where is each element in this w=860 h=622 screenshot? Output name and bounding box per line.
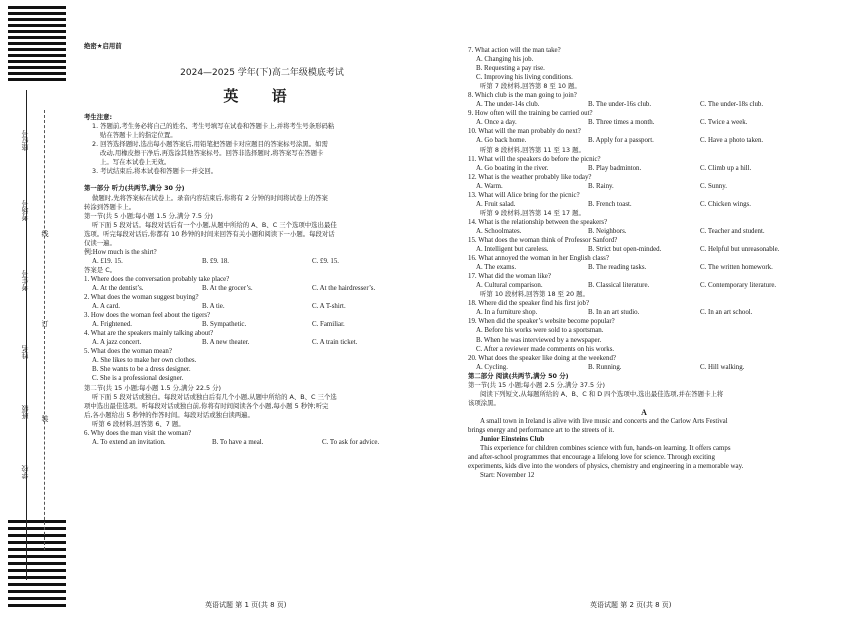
note-line: 1. 答题前,考生务必将自己的姓名、考生号填写在试卷和答题卡上,并将考生号条形码粘 <box>92 122 335 131</box>
option: B. Requesting a pay rise. <box>476 65 545 73</box>
option: B. At the grocer’s. <box>202 284 253 292</box>
question-options <box>468 308 820 317</box>
section1-intro: 选项。听完每段对话后,你都有 10 秒钟的时间来回答有关小题和阅读下一小题。每段对话 <box>84 229 335 238</box>
option: A. A card. <box>92 303 120 311</box>
question-options <box>468 200 820 209</box>
option: A. Cycling. <box>476 363 508 371</box>
page-footer-2: 英语试题 第 2 页(共 8 页) <box>590 601 672 609</box>
secret-label: 绝密★启用前 <box>84 42 122 50</box>
option: B. Strict but open-minded. <box>588 246 662 254</box>
question: 12. What is the weather probably like today? <box>468 173 592 181</box>
part1-heading: 第一部分 听力(共两节,满分 30 分) <box>84 184 185 193</box>
cut-line <box>44 110 45 550</box>
binding-margin <box>0 0 80 622</box>
passage-line: This experience for children combines science with fun, hands-on learning. It offers camps <box>480 445 731 453</box>
option: C. Twice a week. <box>700 119 748 127</box>
part1-intro: 做题时,先将答案标在试卷上。录音内容结束后,你将有 2 分钟的时间将试卷上的答案 <box>92 193 328 202</box>
option: A. Changing his job. <box>476 56 534 64</box>
question: 18. Where did the speaker find his first job? <box>468 300 589 308</box>
question: 20. What does the speaker like doing at the weekend? <box>468 354 616 362</box>
question: 4. What are the speakers mainly talking about? <box>84 330 214 338</box>
binding-bar <box>8 576 66 579</box>
option: A. Fruit salad. <box>476 200 516 208</box>
option: B. French toast. <box>588 200 632 208</box>
binding-bar <box>8 527 66 530</box>
question-options <box>468 136 820 145</box>
binding-bar <box>8 534 66 537</box>
binding-line <box>26 90 27 580</box>
option: A. Go back home. <box>476 137 527 145</box>
option: B. Neighbors. <box>588 227 627 235</box>
option: A. Cultural comparison. <box>476 282 543 290</box>
question: 15. What does the woman think of Professor Sanford? <box>468 236 618 244</box>
section2-intro: 听下面 5 段对话或独白。每段对话或独白后有几个小题,从题中所给的 A、B、C 三个选 <box>92 392 337 401</box>
binding-bar <box>8 604 66 607</box>
name-label: 姓名 <box>21 345 29 359</box>
option: B. The reading tasks. <box>588 264 647 272</box>
option: C. Contemporary literature. <box>700 282 777 290</box>
option: A. Schoolmates. <box>476 227 522 235</box>
page-footer-1: 英语试题 第 1 页(共 8 页) <box>205 601 287 609</box>
seat-number-label: 座位号 <box>21 130 29 151</box>
question-options <box>468 182 820 191</box>
question: 17. What did the woman like? <box>468 273 551 281</box>
binding-bar <box>8 12 66 15</box>
binding-bar <box>8 541 66 544</box>
option: C. Hill walking. <box>700 363 745 371</box>
option: A. In a furniture shop. <box>476 309 538 317</box>
note-line: 3. 考试结束后,将本试卷和答题卡一并交回。 <box>92 167 218 176</box>
option: C. Familiar. <box>312 321 345 329</box>
option: B. £9. 18. <box>202 257 229 265</box>
material-instruction: 听第 9 段材料,回答第 14 至 17 题。 <box>480 208 585 217</box>
option: C. £9. 15. <box>312 257 339 265</box>
question: 11. What will the speakers do before the picnic? <box>468 155 601 163</box>
question-options <box>468 118 820 127</box>
option: B. Apply for a passport. <box>588 137 654 145</box>
option: B. Running. <box>588 363 622 371</box>
question-options <box>468 363 820 372</box>
question: 9. How often will the training be carried out? <box>468 110 593 118</box>
section2-heading: 第二节(共 15 小题;每小题 1.5 分,满分 22.5 分) <box>84 383 221 392</box>
option: C. In an art school. <box>700 309 753 317</box>
question: 16. What annoyed the woman in her English class? <box>468 255 609 263</box>
binding-bar <box>8 60 66 63</box>
note-line: 2. 回答选择题时,选出每小题答案后,用铅笔把答题卡对应题目的答案标号涂黑。如需 <box>92 140 328 149</box>
passage-letter: A <box>641 407 647 417</box>
option: B. Classical literature. <box>588 282 650 290</box>
section2-intro: 后,各小题给出 5 秒钟的作答时间。每段对话或独白读两遍。 <box>84 410 254 419</box>
option: A. To extend an invitation. <box>92 438 166 446</box>
binding-bar <box>8 583 66 586</box>
exam-title: 2024—2025 学年(下)高二年级模底考试 <box>180 68 344 79</box>
part1-intro: 转涂到答题卡上。 <box>84 202 136 211</box>
note-line: 改动,用橡皮擦干净后,再选涂其他答案标号。回答非选择题时,将答案写在答题卡 <box>100 149 324 158</box>
option: A. Once a day. <box>476 119 517 127</box>
example-question: 例:How much is the shirt? <box>84 248 157 256</box>
section1-intro: 仅读一遍。 <box>84 238 116 247</box>
option: B. A tie. <box>202 303 225 311</box>
page-1-column <box>84 42 440 447</box>
material-instruction: 听第 7 段材料,回答第 8 至 10 题。 <box>480 82 581 91</box>
binding-bar <box>8 590 66 593</box>
question: 7. What action will the man take? <box>468 47 561 54</box>
question: 2. What does the woman suggest buying? <box>84 294 199 302</box>
option: C. Improving his living conditions. <box>476 74 573 82</box>
binding-bar <box>8 548 66 551</box>
question-options <box>84 438 440 447</box>
question: 13. What will Alice bring for the picnic? <box>468 191 580 199</box>
part2-heading: 第二部分 阅读(共两节,满分 50 分) <box>468 371 569 380</box>
binding-bar <box>8 6 66 9</box>
binding-bar <box>8 54 66 57</box>
option: C. The written homework. <box>700 264 773 272</box>
question-options <box>468 281 820 290</box>
part2-intro: 阅读下列短文,从每题所给的 A、B、C 和 D 四个选项中,选出最佳选项,并在答题卡上将 <box>480 389 724 398</box>
option: A. £19. 15. <box>92 257 123 265</box>
question-options <box>468 227 820 236</box>
question-options <box>468 245 820 254</box>
option: A. Warm. <box>476 182 503 190</box>
material-instruction: 听第 8 段材料,回答第 11 至 13 题。 <box>480 145 585 154</box>
option: A. The exams. <box>476 264 517 272</box>
example-options <box>84 257 440 266</box>
option: C. To ask for advice. <box>322 438 380 446</box>
option: B. When he was interviewed by a newspaper. <box>476 336 602 344</box>
option: C. Teacher and student. <box>700 227 765 235</box>
binding-bar <box>8 78 66 81</box>
notes-heading: 考生注意: <box>84 113 113 122</box>
note-line: 上。写在本试卷上无效。 <box>100 158 171 167</box>
section2-intro: 项中选出最佳选项。听每段对话或独白前,你将有时间阅读各个小题,每小题 5 秒钟;听完 <box>84 401 329 410</box>
passage-line: and after-school programmes that encourage a lifelong love for science. Through exciting <box>468 454 715 462</box>
option: C. The under-18s club. <box>700 101 764 109</box>
question: 8. Which club is the man going to join? <box>468 92 577 100</box>
option: C. Climb up a hill. <box>700 164 752 172</box>
question: 5. What does the woman mean? <box>84 348 172 356</box>
binding-bar <box>8 18 66 21</box>
exam-room-label: 考场号 <box>21 200 29 221</box>
question: 3. How does the woman feel about the tigers? <box>84 312 211 320</box>
binding-bar <box>8 30 66 33</box>
passage-line: brings energy and performance art to the streets of it. <box>468 426 615 434</box>
option: C. A T-shirt. <box>312 303 346 311</box>
option: B. Play badminton. <box>588 164 642 172</box>
option: A. The under-14s club. <box>476 101 540 109</box>
passage-line: experiments, kids dive into the wonders of physics, chemistry and engineering in a memorable way. <box>468 463 744 471</box>
binding-bar <box>8 562 66 565</box>
question: 6. Why does the man visit the woman? <box>84 429 192 437</box>
question: 19. When did the speaker’s website become popular? <box>468 318 615 326</box>
option: B. In an art studio. <box>588 309 640 317</box>
option: C. At the hairdresser’s. <box>312 284 376 292</box>
section1-intro: 听下面 5 段对话。每段对话后有一个小题,从题中所给的 A、B、C 三个选项中选出最佳 <box>92 220 337 229</box>
question-options <box>84 320 440 329</box>
question-options <box>84 284 440 293</box>
binding-bar <box>8 24 66 27</box>
option: C. Chicken wings. <box>700 200 751 208</box>
class-label: 班级 <box>21 405 29 419</box>
part2-intro: 该项涂黑。 <box>468 398 500 407</box>
option: A. At the dentist’s. <box>92 284 144 292</box>
start-date: Start: November 12 <box>480 472 535 480</box>
passage-line: A small town in Ireland is alive with live music and concerts and the Carlow Arts Festival <box>480 417 728 425</box>
binding-bar <box>8 555 66 558</box>
option: A. A jazz concert. <box>92 339 142 347</box>
candidate-number-label: 考生号 <box>21 270 29 291</box>
option: C. Helpful but unreasonable. <box>700 246 780 254</box>
binding-bar <box>8 597 66 600</box>
option: B. Three times a month. <box>588 119 655 127</box>
page-2-column <box>468 46 820 480</box>
material-instruction: 听第 6 段材料,回答第 6、7 题。 <box>92 419 185 428</box>
option: C. Sunny. <box>700 182 727 190</box>
option: C. After a reviewer made comments on his works. <box>476 345 615 353</box>
question: 1. Where does the conversation probably take place? <box>84 275 230 283</box>
club-title: Junior Einsteins Club <box>480 436 545 444</box>
binding-bar <box>8 520 66 523</box>
option: C. Have a photo taken. <box>700 137 764 145</box>
option: A. Go boating in the river. <box>476 164 549 172</box>
question-options <box>468 263 820 272</box>
material-instruction: 听第 10 段材料,回答第 18 至 20 题。 <box>480 290 589 299</box>
question: 10. What will the man probably do next? <box>468 128 581 136</box>
question: 14. What is the relationship between the speakers? <box>468 218 608 226</box>
question-options <box>84 302 440 311</box>
question-options <box>84 338 440 347</box>
school-label: 学校 <box>21 465 29 479</box>
bind-mark: 订 <box>41 320 49 327</box>
part2-section1-heading: 第一节(共 15 小题;每小题 2.5 分,满分 37.5 分) <box>468 380 605 389</box>
option: B. Rainy. <box>588 182 614 190</box>
question-options <box>468 164 820 173</box>
line-mark: 线 <box>41 230 49 237</box>
subject-title: 英 语 <box>223 87 301 106</box>
seal-mark: 装 <box>41 415 49 422</box>
question-options <box>468 100 820 109</box>
note-line: 贴在答题卡上的指定位置。 <box>100 131 177 140</box>
option: C. She is a professional designer. <box>92 375 184 383</box>
binding-bar <box>8 72 66 75</box>
binding-bar <box>8 66 66 69</box>
section1-heading: 第一节(共 5 小题;每小题 1.5 分,满分 7.5 分) <box>84 211 213 220</box>
option: B. To have a meal. <box>212 438 264 446</box>
option: A. Intelligent but careless. <box>476 246 549 254</box>
option: A. She likes to make her own clothes. <box>92 357 197 365</box>
binding-bar <box>8 36 66 39</box>
binding-bar <box>8 569 66 572</box>
option: A. Before his works were sold to a sportsman. <box>476 327 604 335</box>
binding-bar <box>8 42 66 45</box>
option: B. Sympathetic. <box>202 321 247 329</box>
option: A. Frightened. <box>92 321 132 329</box>
binding-bar <box>8 48 66 51</box>
example-answer: 答案是 C。 <box>84 265 117 274</box>
option: B. She wants to be a dress designer. <box>92 366 191 374</box>
option: B. A new theater. <box>202 339 250 347</box>
option: C. A train ticket. <box>312 339 358 347</box>
option: B. The under-16s club. <box>588 101 652 109</box>
